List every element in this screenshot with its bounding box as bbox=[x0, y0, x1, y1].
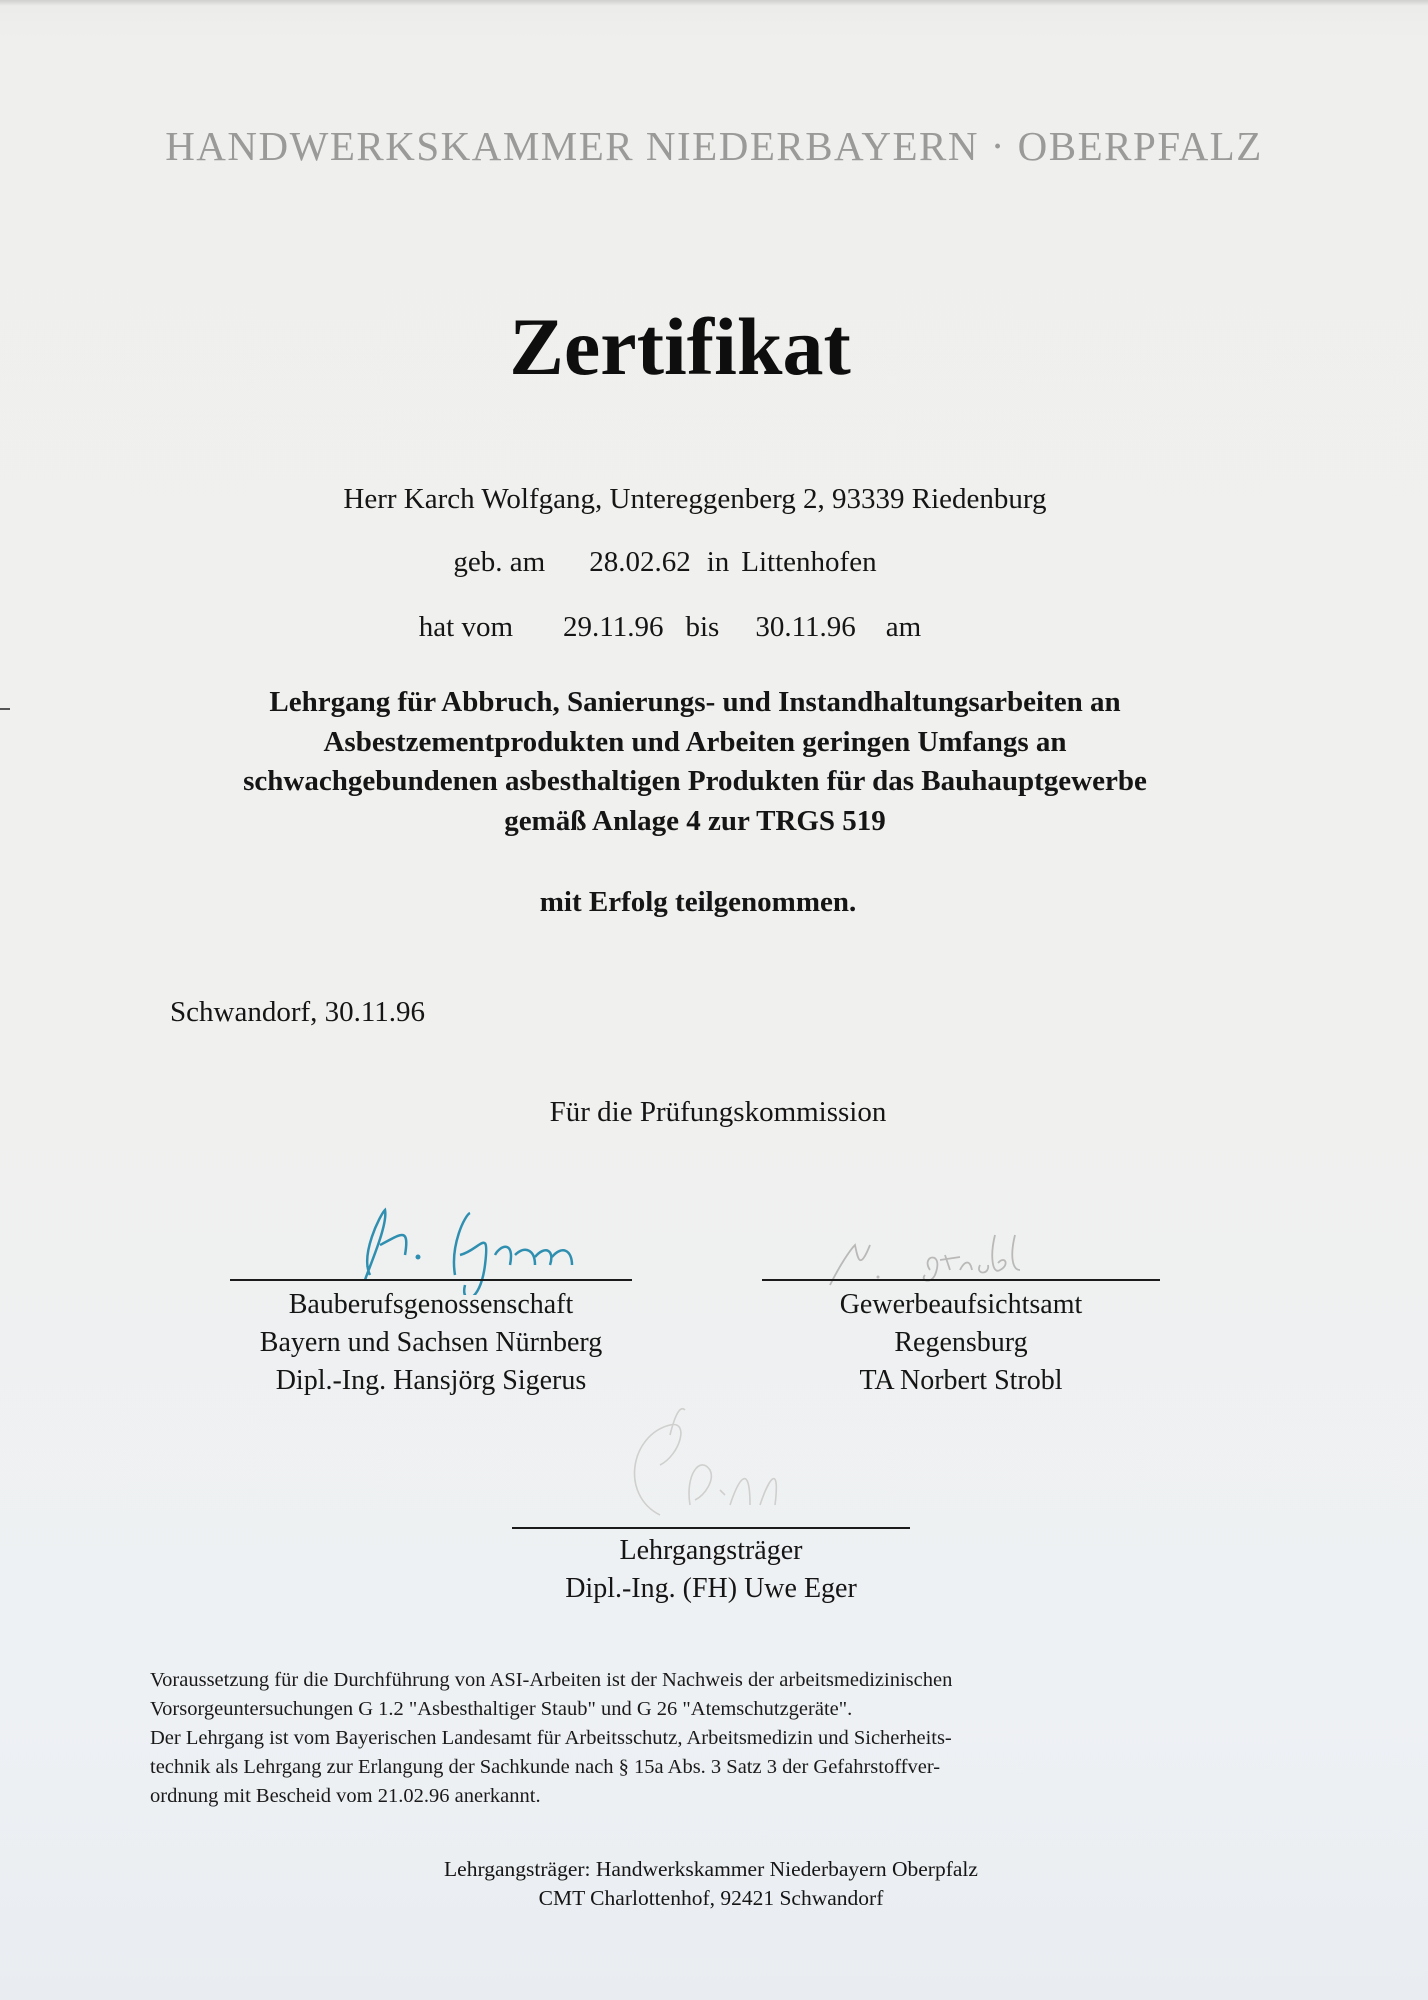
course-line-1: Lehrgang für Abbruch, Sanierungs- und Instandhaltungsarbeiten an bbox=[269, 686, 1121, 718]
signature-eger bbox=[600, 1395, 820, 1525]
period-suffix: am bbox=[885, 611, 922, 643]
period-to-label: bis bbox=[685, 611, 720, 643]
course-line-2: Asbestzementprodukten und Arbeiten geringen Umfangs an bbox=[323, 726, 1067, 758]
footnote bbox=[150, 1666, 952, 1811]
signatory-1-org: Bauberufsgenossenschaft bbox=[288, 1289, 574, 1320]
signatory-1 bbox=[230, 1286, 632, 1400]
signatory-3 bbox=[512, 1532, 910, 1608]
course-result: mit Erfolg teilgenommen. bbox=[539, 886, 857, 918]
signatory-2-name: TA Norbert Strobl bbox=[859, 1365, 1063, 1396]
course-provider-footer bbox=[0, 1855, 1422, 1913]
course-line-3: schwachgebundenen asbesthaltigen Produkten für das Bauhauptgewerbe bbox=[243, 765, 1147, 797]
signatory-2 bbox=[762, 1286, 1160, 1400]
signatory-1-name: Dipl.-Ing. Hansjörg Sigerus bbox=[275, 1365, 587, 1396]
signature-line-1 bbox=[230, 1279, 632, 1281]
certificate-title: Zertifikat bbox=[509, 301, 851, 392]
birth-place: Littenhofen bbox=[741, 546, 877, 578]
signature-strobl bbox=[820, 1225, 1080, 1295]
period-to: 30.11.96 bbox=[755, 611, 856, 643]
footer-line-1: Lehrgangsträger: Handwerkskammer Niederbayern Oberpfalz bbox=[444, 1857, 978, 1881]
signature-line-2 bbox=[762, 1279, 1160, 1281]
footer-line-2: CMT Charlottenhof, 92421 Schwandorf bbox=[538, 1886, 884, 1910]
period-line bbox=[0, 611, 1340, 644]
course-line-4: gemäß Anlage 4 zur TRGS 519 bbox=[504, 805, 886, 837]
place-date: Schwandorf, 30.11.96 bbox=[170, 996, 426, 1028]
birth-label: geb. am bbox=[453, 546, 546, 578]
footnote-line-2: Vorsorgeuntersuchungen G 1.2 "Asbesthaltiger Staub" und G 26 "Atemschutzgeräte". bbox=[150, 1698, 853, 1720]
recipient-line: Herr Karch Wolfgang, Untereggenberg 2, 93339 Riedenburg bbox=[343, 483, 1047, 515]
footnote-line-5: ordnung mit Bescheid vom 21.02.96 anerkannt. bbox=[150, 1785, 541, 1807]
signatory-3-name: Dipl.-Ing. (FH) Uwe Eger bbox=[565, 1573, 857, 1604]
birth-date: 28.02.62 bbox=[589, 546, 691, 578]
footnote-line-1: Voraussetzung für die Durchführung von ASI-Arbeiten ist der Nachweis der arbeitsmedizinischen bbox=[150, 1669, 953, 1691]
period-from: 29.11.96 bbox=[563, 611, 664, 643]
signature-line-3 bbox=[512, 1527, 910, 1529]
signatory-1-location: Bayern und Sachsen Nürnberg bbox=[259, 1327, 603, 1358]
footnote-line-4: technik als Lehrgang zur Erlangung der Sachkunde nach § 15a Abs. 3 Satz 3 der Gefahrstoffver- bbox=[150, 1756, 941, 1778]
issuer-header: HANDWERKSKAMMER NIEDERBAYERN · OBERPFALZ bbox=[165, 123, 1263, 169]
footnote-line-3: Der Lehrgang ist vom Bayerischen Landesamt für Arbeitsschutz, Arbeitsmedizin und Sicherheits- bbox=[150, 1727, 952, 1749]
signatory-2-location: Regensburg bbox=[894, 1327, 1028, 1358]
commission-label: Für die Prüfungskommission bbox=[549, 1096, 887, 1128]
birth-in: in bbox=[706, 546, 730, 578]
period-label: hat vom bbox=[418, 611, 514, 643]
signatory-3-role: Lehrgangsträger bbox=[619, 1535, 803, 1566]
birth-line bbox=[0, 546, 1330, 579]
signatory-2-org: Gewerbeaufsichtsamt bbox=[839, 1289, 1083, 1320]
